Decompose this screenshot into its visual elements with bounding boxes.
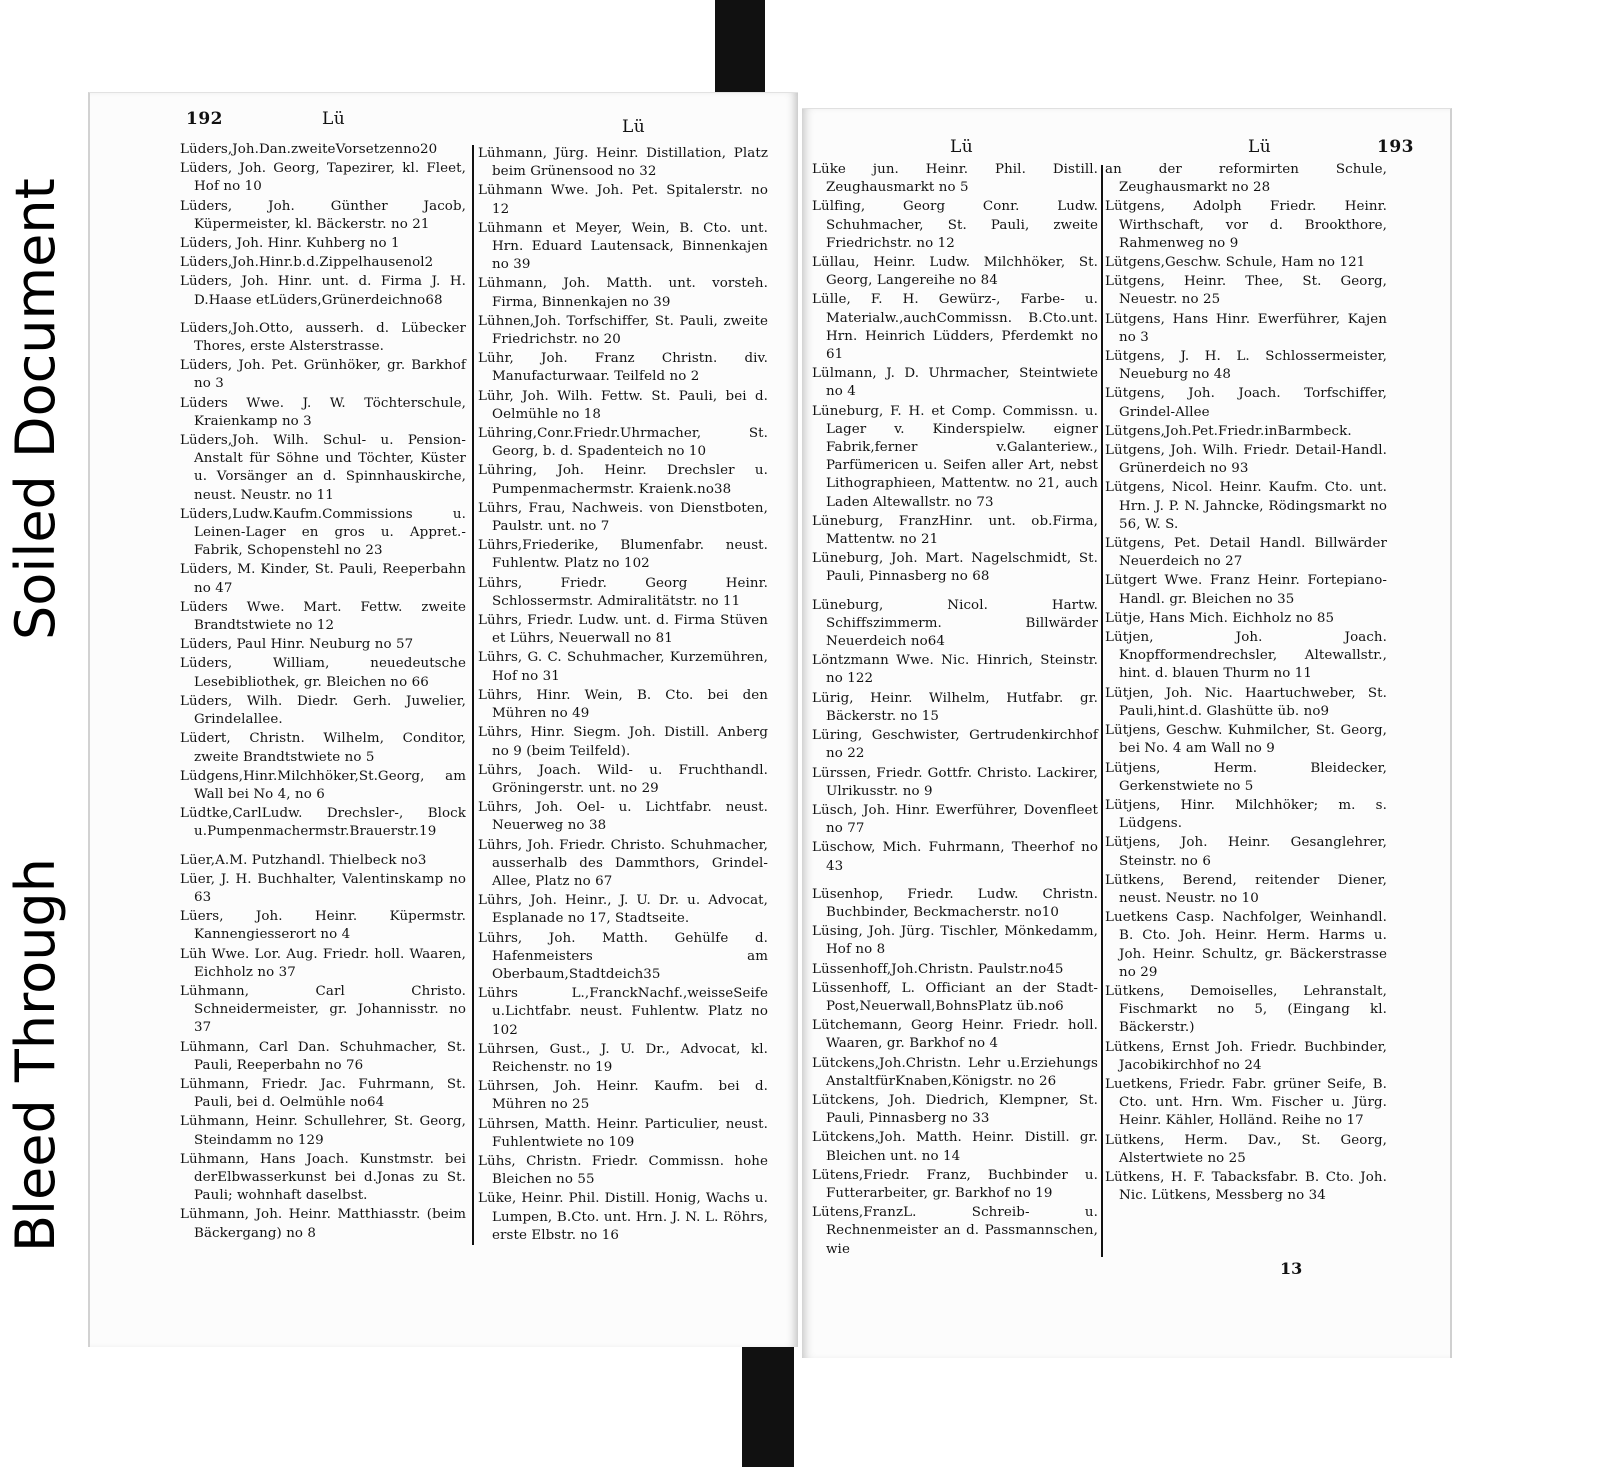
directory-entry: Luetkens Casp. Nachfolger, Weinhandl. B. Cto. Joh. Heinr. Herm. Harms u. Joh. Heinr. Schultz, gr. Bäckerstrasse no 29 — [1105, 910, 1387, 980]
directory-entry: Lührs, Joh. Oel- u. Lichtfabr. neust. Neuerweg no 38 — [478, 800, 768, 834]
directory-entry: Lüneburg, Nicol. Hartw. Schiffszimmerm. Billwärder Neuerdeich no64 — [812, 597, 1098, 650]
directory-entry: Lüders, Joh. Georg, Tapezirer, kl. Fleet, Hof no 10 — [180, 161, 466, 195]
right-running-head-1: Lü — [950, 137, 974, 157]
directory-entry: Lütens,FranzL. Schreib- u. Rechnenmeister an d. Passmannschen, wie — [812, 1205, 1098, 1257]
directory-entry: Lütens,Friedr. Franz, Buchbinder u. Futterarbeiter, gr. Barkhof no 19 — [812, 1167, 1098, 1201]
directory-entry: Lütjens, Herm. Bleidecker, Gerkenstwiete no 5 — [1105, 760, 1387, 794]
directory-entry: Lütkens, Demoiselles, Lehranstalt, Fischmarkt no 5, (Eingang kl. Bäckerstr.) — [1105, 983, 1387, 1036]
directory-entry: Lüssenhoff,Joh.Christn. Paulstr.no45 — [812, 961, 1064, 977]
directory-entry: Lühmann et Meyer, Wein, B. Cto. unt. Hrn. Eduard Lautensack, Binnenkajen no 39 — [478, 220, 768, 273]
directory-entry: Lüders,Joh. Wilh. Schul- u. Pension-Anstalt für Söhne und Töchter, Küster u. Vorsänger an d. Spinnhauskirche, neust. Neustr. no 11 — [180, 433, 466, 503]
directory-entry: Lührs, G. C. Schuhmacher, Kurzemühren, Hof no 31 — [478, 650, 768, 684]
directory-entry: Lühmann, Hans Joach. Kunstmstr. bei derElbwasserkunst bei d.Jonas zu St. Pauli; wohnhaft daselbst. — [180, 1151, 466, 1204]
directory-entry: an der reformirten Schule, Zeughausmarkt no 28 — [1105, 162, 1387, 196]
directory-entry: Lühs, Christn. Friedr. Commissn. hohe Bleichen no 55 — [478, 1153, 768, 1188]
directory-entry: Lütjen, Joh. Joach. Knopfformendrechsler, Altewallstr., hint. d. blauen Thurm no 11 — [1105, 630, 1387, 682]
right-page-number: 193 — [1377, 137, 1414, 157]
directory-entry: Lüdgens,Hinr.Milchhöker,St.Georg, am Wall bei No 4, no 6 — [180, 768, 466, 802]
directory-entry: Lüders, Joh. Hinr. unt. d. Firma J. H. D.Haase etLüders,Grünerdeichno68 — [180, 274, 466, 308]
directory-entry: Lüders, M. Kinder, St. Pauli, Reeperbahn no 47 — [180, 562, 466, 596]
directory-entry: Lütjens, Hinr. Milchhöker; m. s. Lüdgens. — [1105, 797, 1387, 832]
directory-entry: Lürig, Heinr. Wilhelm, Hutfabr. gr. Bäckerstr. no 15 — [812, 690, 1098, 724]
directory-entry: Lühmann, Joh. Matth. unt. vorsteh. Firma, Binnenkajen no 39 — [478, 276, 768, 310]
directory-entry: Lütkens, Herm. Dav., St. Georg, Alstertwiete no 25 — [1105, 1132, 1387, 1166]
directory-entry: Lührs, Hinr. Siegm. Joh. Distill. Anberg no 9 (beim Teilfeld). — [478, 725, 768, 759]
directory-entry: Lühmann, Joh. Heinr. Matthiasstr. (beim Bäckergang) no 8 — [180, 1207, 466, 1241]
gutter-bar-bottom — [742, 1340, 794, 1467]
directory-entry: Lütgens, Joh. Joach. Torfschiffer, Grindel-Allee — [1105, 386, 1387, 420]
directory-entry: Lührs L.,FranckNachf.,weisseSeife u.Lichtfabr. neust. Fuhlentw. Platz no 102 — [478, 986, 768, 1038]
left-page-number: 192 — [186, 109, 223, 129]
directory-entry: Lühr, Joh. Franz Christn. div. Manufacturwaar. Teilfeld no 2 — [478, 351, 768, 385]
directory-entry: Luetkens, Friedr. Fabr. grüner Seife, B. Cto. unt. Hrn. Wm. Fischer u. Jürg. Heinr. Kähler, Holländ. Reihe no 17 — [1105, 1076, 1387, 1129]
directory-entry: Lüders, Wilh. Diedr. Gerh. Juwelier, Grindelallee. — [180, 693, 466, 728]
directory-entry: Lütckens,Joh. Matth. Heinr. Distill. gr. Bleichen unt. no 14 — [812, 1130, 1098, 1164]
directory-entry: Lüneburg, Joh. Mart. Nagelschmidt, St. Pauli, Pinnasberg no 68 — [812, 551, 1098, 585]
directory-entry: Lüders, William, neuedeutsche Lesebibliothek, gr. Bleichen no 66 — [180, 656, 466, 690]
directory-entry: Lüneburg, F. H. et Comp. Commissn. u. Lager v. Kinderspielw. eigner Fabrik,ferner v.Galanteriew., Parfümericen u. Seifen aller Art, nebst Lithographieen, Mattentw. no 21, auch Laden Altewallstr. no 73 — [812, 403, 1098, 510]
directory-entry: Lüders,Joh.Dan.zweiteVorsetzenno20 — [180, 142, 438, 157]
left-page — [88, 92, 798, 1347]
directory-entry: Lühnen,Joh. Torfschiffer, St. Pauli, zweite Friedrichstr. no 20 — [478, 313, 768, 348]
directory-entry: Lütgens, Nicol. Heinr. Kaufm. Cto. unt. Hrn. J. P. N. Jahncke, Rödingsmarkt no 56, W. S. — [1105, 480, 1387, 532]
directory-entry: Lütje, Hans Mich. Eichholz no 85 — [1105, 610, 1335, 626]
directory-entry: Lüders,Ludw.Kaufm.Commissions u. Leinen-Lager en gros u. Appret.-Fabrik, Schopenstehl no 23 — [180, 506, 466, 559]
directory-entry: Lüers, Joh. Heinr. Küpermstr. Kannengiesserort no 4 — [180, 909, 466, 943]
directory-entry: Lüders, Joh. Pet. Grünhöker, gr. Barkhof no 3 — [180, 358, 466, 392]
directory-entry: Lührs, Joach. Wild- u. Fruchthandl. Gröningerstr. unt. no 29 — [478, 762, 768, 796]
right-page — [802, 108, 1452, 1358]
directory-entry: Lühmann, Jürg. Heinr. Distillation, Platz beim Grünensood no 32 — [478, 146, 768, 180]
directory-entry: Lütchemann, Georg Heinr. Friedr. holl. Waaren, gr. Barkhof no 4 — [812, 1018, 1098, 1052]
directory-entry: Lüsenhop, Friedr. Ludw. Christn. Buchbinder, Beckmacherstr. no10 — [812, 886, 1098, 920]
directory-entry: Lüders,Joh.Otto, ausserh. d. Lübecker Thores, erste Alsterstrasse. — [180, 320, 466, 355]
left-running-head-1: Lü — [322, 109, 346, 129]
directory-entry: Lüh Wwe. Lor. Aug. Friedr. holl. Waaren, Eichholz no 37 — [180, 946, 466, 980]
left-running-head-2: Lü — [622, 117, 646, 137]
directory-entry: Lührsen, Gust., J. U. Dr., Advocat, kl. Reichenstr. no 19 — [478, 1041, 768, 1075]
directory-entry: Lührs, Friedr. Ludw. unt. d. Firma Stüven et Lührs, Neuerwall no 81 — [478, 613, 768, 647]
soiled-document-label: Soiled Document — [4, 178, 67, 640]
directory-entry: Lütgert Wwe. Franz Heinr. Fortepiano-Handl. gr. Bleichen no 35 — [1105, 573, 1387, 607]
directory-entry: Lühmann, Carl Dan. Schuhmacher, St. Pauli, Reeperbahn no 76 — [180, 1039, 466, 1073]
directory-entry: Lütgens, J. H. L. Schlossermeister, Neueburg no 48 — [1105, 349, 1387, 383]
directory-entry: Lütgens, Adolph Friedr. Heinr. Wirthschaft, vor d. Brookthore, Rahmenweg no 9 — [1105, 199, 1387, 251]
folio-signature: 13 — [1280, 1259, 1303, 1278]
left-column-1 — [180, 141, 466, 1244]
directory-entry: Lüschow, Mich. Fuhrmann, Theerhof no 43 — [812, 840, 1098, 874]
directory-entry: Lüders, Joh. Günther Jacob, Küpermeister, kl. Bäckerstr. no 21 — [180, 198, 466, 232]
directory-entry: Lührs,Friederike, Blumenfabr. neust. Fuhlentw. Platz no 102 — [478, 538, 768, 572]
directory-entry: Lüdtke,CarlLudw. Drechsler-, Block u.Pumpenmachermstr.Brauerstr.19 — [180, 806, 466, 840]
directory-entry: Lüer, J. H. Buchhalter, Valentinskamp no 63 — [180, 871, 466, 905]
left-column-2 — [478, 145, 768, 1246]
directory-entry: Lühmann, Carl Christo. Schneidermeister, gr. Johannisstr. no 37 — [180, 983, 466, 1036]
directory-entry: Lürssen, Friedr. Gottfr. Christo. Lackirer, Ulrikusstr. no 9 — [812, 765, 1098, 799]
directory-entry: Lütckens, Joh. Diedrich, Klempner, St. Pauli, Pinnasberg no 33 — [812, 1092, 1098, 1127]
directory-entry: Lüke, Heinr. Phil. Distill. Honig, Wachs u. Lumpen, B.Cto. unt. Hrn. J. N. L. Röhrs, erste Elbstr. no 16 — [478, 1191, 768, 1243]
directory-entry: Lührs, Friedr. Georg Heinr. Schlossermstr. Admiralitätstr. no 11 — [478, 575, 768, 609]
directory-entry: Lülle, F. H. Gewürz-, Farbe- u. Materialw.,auchCommissn. B.Cto.unt. Hrn. Heinrich Lüdders, Pferdemkt no 61 — [812, 292, 1098, 363]
directory-entry: Lüer,A.M. Putzhandl. Thielbeck no3 — [180, 852, 427, 868]
directory-entry: Lührsen, Matth. Heinr. Particulier, neust. Fuhlentwiete no 109 — [478, 1116, 768, 1150]
right-running-head-2: Lü — [1248, 137, 1272, 157]
directory-entry: Lütgens,Geschw. Schule, Ham no 121 — [1105, 255, 1366, 271]
directory-entry: Lühring,Conr.Friedr.Uhrmacher, St. Georg, b. d. Spadenteich no 10 — [478, 426, 768, 460]
directory-entry: Lühmann, Heinr. Schullehrer, St. Georg, Steindamm no 129 — [180, 1114, 466, 1148]
directory-entry: Lüllau, Heinr. Ludw. Milchhöker, St. Georg, Langereihe no 84 — [812, 255, 1098, 289]
directory-entry: Lütjen, Joh. Nic. Haartuchweber, St. Pauli,hint.d. Glashütte üb. no9 — [1105, 685, 1387, 719]
directory-entry: Lüneburg, FranzHinr. unt. ob.Firma, Mattentw. no 21 — [812, 513, 1098, 548]
directory-entry: Lütgens, Pet. Detail Handl. Billwärder Neuerdeich no 27 — [1105, 536, 1387, 570]
directory-entry: Lütgens,Joh.Pet.Friedr.inBarmbeck. — [1105, 423, 1352, 439]
directory-entry: Lüsch, Joh. Hinr. Ewerführer, Dovenfleet no 77 — [812, 802, 1098, 837]
bleed-through-label: Bleed Through — [4, 858, 67, 1252]
directory-entry: Lütckens,Joh.Christn. Lehr u.Erziehungs AnstaltfürKnaben,Königstr. no 26 — [812, 1055, 1098, 1089]
directory-entry: Lühr, Joh. Wilh. Fettw. St. Pauli, bei d. Oelmühle no 18 — [478, 388, 768, 422]
directory-entry: Lüders, Paul Hinr. Neuburg no 57 — [180, 637, 414, 653]
directory-entry: Lütkens, Berend, reitender Diener, neust. Neustr. no 10 — [1105, 872, 1387, 906]
right-column-rule — [1101, 165, 1103, 1257]
left-column-rule — [472, 145, 474, 1245]
directory-entry: Lühmann Wwe. Joh. Pet. Spitalerstr. no 12 — [478, 183, 768, 217]
right-column-2 — [1105, 161, 1387, 1206]
directory-entry: Lüdert, Christn. Wilhelm, Conditor, zweite Brandtstwiete no 5 — [180, 731, 466, 765]
directory-entry: Lüring, Geschwister, Gertrudenkirchhof no 22 — [812, 728, 1098, 762]
directory-entry: Lütgens, Hans Hinr. Ewerführer, Kajen no 3 — [1105, 311, 1387, 345]
directory-entry: Lüssenhoff, L. Officiant an der Stadt-Post,Neuerwall,BohnsPlatz üb.no6 — [812, 980, 1098, 1014]
directory-entry: Löntzmann Wwe. Nic. Hinrich, Steinstr. no 122 — [812, 653, 1098, 687]
directory-entry: Lüders, Joh. Hinr. Kuhberg no 1 — [180, 236, 400, 252]
directory-entry: Lütkens, H. F. Tabacksfabr. B. Cto. Joh. Nic. Lütkens, Messberg no 34 — [1105, 1169, 1387, 1204]
directory-entry: Lülfing, Georg Conr. Ludw. Schuhmacher, St. Pauli, zweite Friedrichstr. no 12 — [812, 199, 1098, 251]
directory-entry: Lühring, Joh. Heinr. Drechsler u. Pumpenmachermstr. Kraienk.no38 — [478, 463, 768, 497]
directory-entry: Lührs, Joh. Heinr., J. U. Dr. u. Advocat, Esplanade no 17, Stadtseite. — [478, 893, 768, 927]
directory-entry: Lüders Wwe. Mart. Fettw. zweite Brandtstwiete no 12 — [180, 599, 466, 634]
directory-entry: Lührs, Joh. Matth. Gehülfe d. Hafenmeisters am Oberbaum,Stadtdeich35 — [478, 930, 768, 982]
directory-entry: Lüders,Joh.Hinr.b.d.Zippelhausenol2 — [180, 255, 434, 271]
directory-entry: Lühmann, Friedr. Jac. Fuhrmann, St. Pauli, bei d. Oelmühle no64 — [180, 1076, 466, 1111]
directory-entry: Lütjens, Geschw. Kuhmilcher, St. Georg, bei No. 4 am Wall no 9 — [1105, 723, 1387, 757]
directory-entry: Lührs, Frau, Nachweis. von Dienstboten, Paulstr. unt. no 7 — [478, 500, 768, 535]
directory-entry: Lührsen, Joh. Heinr. Kaufm. bei d. Mühren no 25 — [478, 1079, 768, 1113]
directory-entry: Lütgens, Heinr. Thee, St. Georg, Neuestr. no 25 — [1105, 274, 1387, 308]
directory-entry: Lülmann, J. D. Uhrmacher, Steintwiete no 4 — [812, 366, 1098, 400]
directory-entry: Lührs, Joh. Friedr. Christo. Schuhmacher, ausserhalb des Dammthors, Grindel-Allee, Platz no 67 — [478, 837, 768, 889]
directory-entry: Lüders Wwe. J. W. Töchterschule, Kraienkamp no 3 — [180, 395, 466, 429]
right-column-1 — [812, 161, 1098, 1260]
directory-entry: Lüsing, Joh. Jürg. Tischler, Mönkedamm, Hof no 8 — [812, 924, 1098, 958]
directory-entry: Lührs, Hinr. Wein, B. Cto. bei den Mühren no 49 — [478, 687, 768, 722]
directory-entry: Lütkens, Ernst Joh. Friedr. Buchbinder, Jacobikirchhof no 24 — [1105, 1039, 1387, 1073]
gutter-bar-top — [715, 0, 765, 102]
directory-entry: Lüke jun. Heinr. Phil. Distill. Zeughausmarkt no 5 — [812, 162, 1098, 196]
directory-entry: Lütjens, Joh. Heinr. Gesanglehrer, Steinstr. no 6 — [1105, 835, 1387, 869]
directory-entry: Lütgens, Joh. Wilh. Friedr. Detail-Handl. Grünerdeich no 93 — [1105, 443, 1387, 477]
